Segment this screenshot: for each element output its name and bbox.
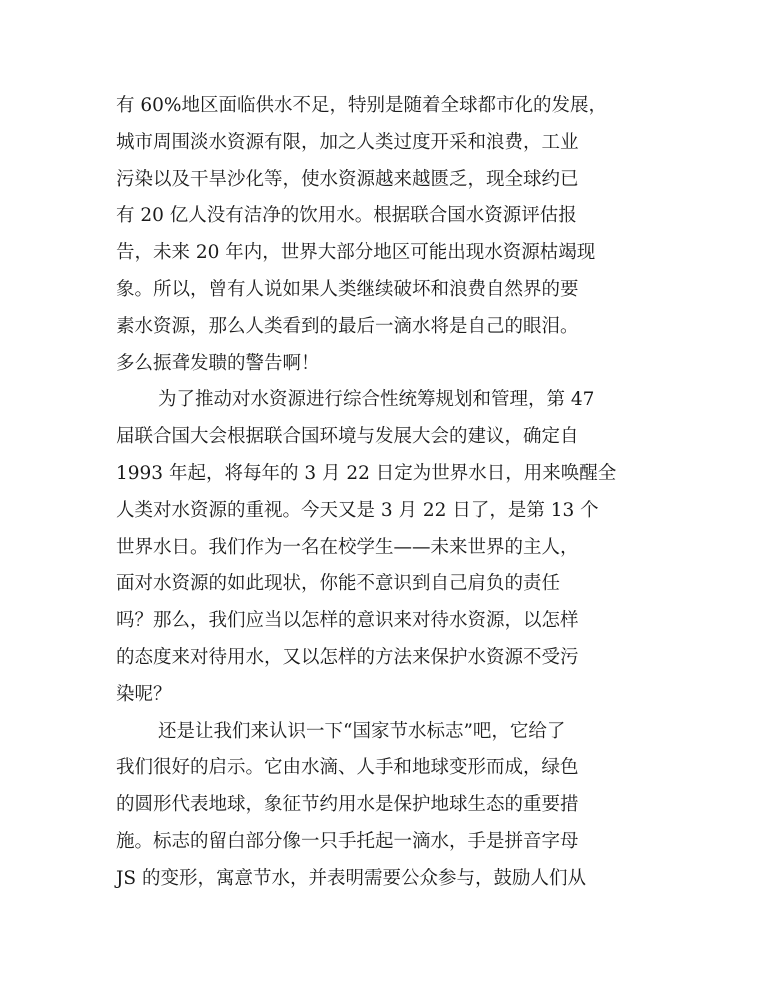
text-line: 吗？那么，我们应当以怎样的意识来对待水资源，以怎样	[116, 610, 579, 632]
text-line: 的圆形代表地球，象征节约用水是保护地球生态的重要措	[116, 794, 579, 816]
text-line: 染呢？	[116, 683, 172, 705]
body-text	[116, 88, 661, 898]
text-line: 人类对水资源的重视。今天又是 3 月 22 日了，是第 13 个	[116, 499, 599, 521]
paragraph-2	[116, 382, 661, 713]
text-line: 为了推动对水资源进行综合性统筹规划和管理，第 47	[158, 389, 595, 411]
text-line: 面对水资源的如此现状，你能不意识到自己肩负的责任	[116, 573, 561, 595]
text-line: 城市周围淡水资源有限，加之人类过度开采和浪费，工业	[116, 131, 579, 153]
text-line: 施。标志的留白部分像一只手托起一滴水，手是拼音字母	[116, 830, 579, 852]
paragraph-3	[116, 714, 661, 898]
text-line: 有 60%地区面临供水不足，特别是随着全球都市化的发展，	[116, 95, 608, 116]
text-line: JS 的变形，寓意节水，并表明需要公众参与，鼓励人们从	[116, 867, 586, 889]
text-line: 多么振聋发聩的警告啊！	[116, 352, 320, 374]
text-line: 素水资源，那么人类看到的最后一滴水将是自己的眼泪。	[116, 315, 579, 337]
text-line: 届联合国大会根据联合国环境与发展大会的建议，确定自	[116, 426, 579, 448]
paragraph-1	[116, 88, 661, 382]
text-line: 有 20 亿人没有洁净的饮用水。根据联合国水资源评估报	[116, 205, 577, 227]
text-line: 告，未来 20 年内，世界大部分地区可能出现水资源枯竭现	[116, 242, 596, 264]
text-line: 世界水日。我们作为一名在校学生——未来世界的主人，	[116, 536, 579, 558]
text-line: 还是让我们来认识一下“国家节水标志”吧，它给了	[158, 720, 566, 742]
text-line: 1993 年起，将每年的 3 月 22 日定为世界水日，用来唤醒全	[116, 462, 617, 484]
text-line: 的态度来对待用水，又以怎样的方法来保护水资源不受污	[116, 646, 579, 668]
text-line: 象。所以，曾有人说如果人类继续破坏和浪费自然界的要	[116, 278, 579, 300]
text-line: 污染以及干旱沙化等，使水资源越来越匮乏，现全球约已	[116, 168, 579, 190]
text-line: 我们很好的启示。它由水滴、人手和地球变形而成，绿色	[116, 757, 579, 779]
